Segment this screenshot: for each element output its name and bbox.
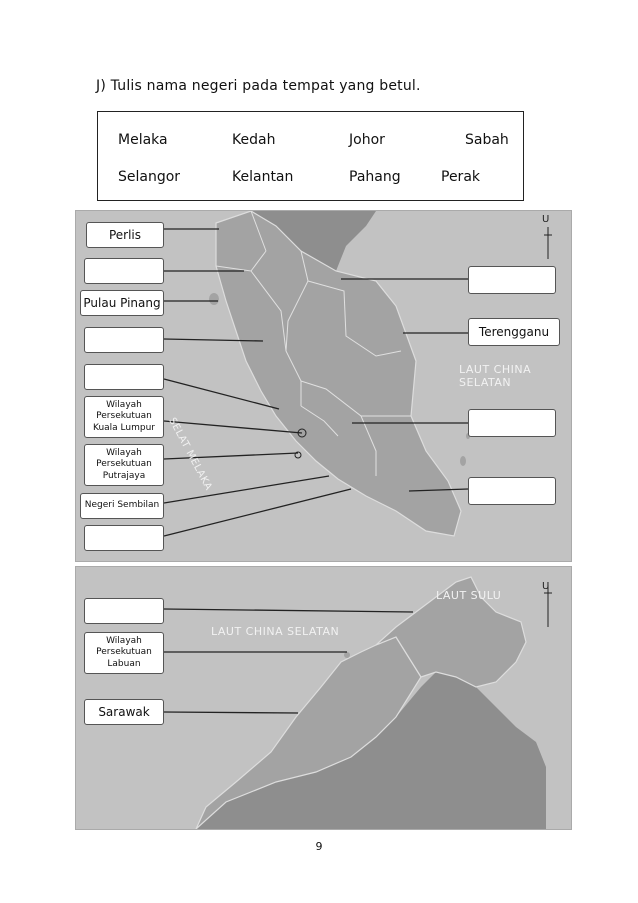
answer-box-blank[interactable] <box>468 266 556 294</box>
answer-box-blank[interactable] <box>84 598 164 624</box>
answer-box-blank[interactable] <box>84 258 164 284</box>
page-number: 9 <box>315 840 323 853</box>
word-bank-item: Melaka <box>118 132 168 148</box>
word-bank-item: Selangor <box>118 169 181 185</box>
word-bank-item: Johor <box>349 132 385 148</box>
answer-box-blank[interactable] <box>84 364 164 390</box>
north-compass-label: U <box>542 581 550 592</box>
label-box-perlis: Perlis <box>86 222 164 248</box>
label-box-negeri-sembilan: Negeri Sembilan <box>80 493 164 519</box>
sea-label-laut-sulu: LAUT SULU <box>436 589 502 602</box>
word-bank-item: Kelantan <box>232 169 294 185</box>
word-bank-item: Sabah <box>465 132 509 148</box>
label-box-putrajaya: Wilayah Persekutuan Putrajaya <box>84 444 164 486</box>
label-box-sarawak: Sarawak <box>84 699 164 725</box>
sea-label-laut-china-selatan: LAUT CHINA SELATAN <box>211 625 340 638</box>
label-box-terengganu: Terengganu <box>468 318 560 346</box>
answer-box-blank[interactable] <box>468 409 556 437</box>
instruction-text: J) Tulis nama negeri pada tempat yang betul. <box>96 78 421 94</box>
word-bank-item: Pahang <box>349 169 401 185</box>
sea-label-selat-melaka: SELAT MELAKA <box>166 416 214 493</box>
word-bank-box <box>97 111 524 201</box>
answer-box-blank[interactable] <box>84 525 164 551</box>
label-box-labuan: Wilayah Persekutuan Labuan <box>84 632 164 674</box>
answer-box-blank[interactable] <box>84 327 164 353</box>
answer-box-blank[interactable] <box>468 477 556 505</box>
borneo-map <box>75 566 572 830</box>
label-box-kuala-lumpur: Wilayah Persekutuan Kuala Lumpur <box>84 396 164 438</box>
word-bank-item: Perak <box>441 169 480 185</box>
peninsular-malaysia-map <box>75 210 572 562</box>
label-box-pulau-pinang: Pulau Pinang <box>80 290 164 316</box>
north-compass-label: U <box>542 214 550 225</box>
word-bank-item: Kedah <box>232 132 276 148</box>
sea-label-laut-china-selatan: LAUT CHINA SELATAN <box>459 363 532 390</box>
